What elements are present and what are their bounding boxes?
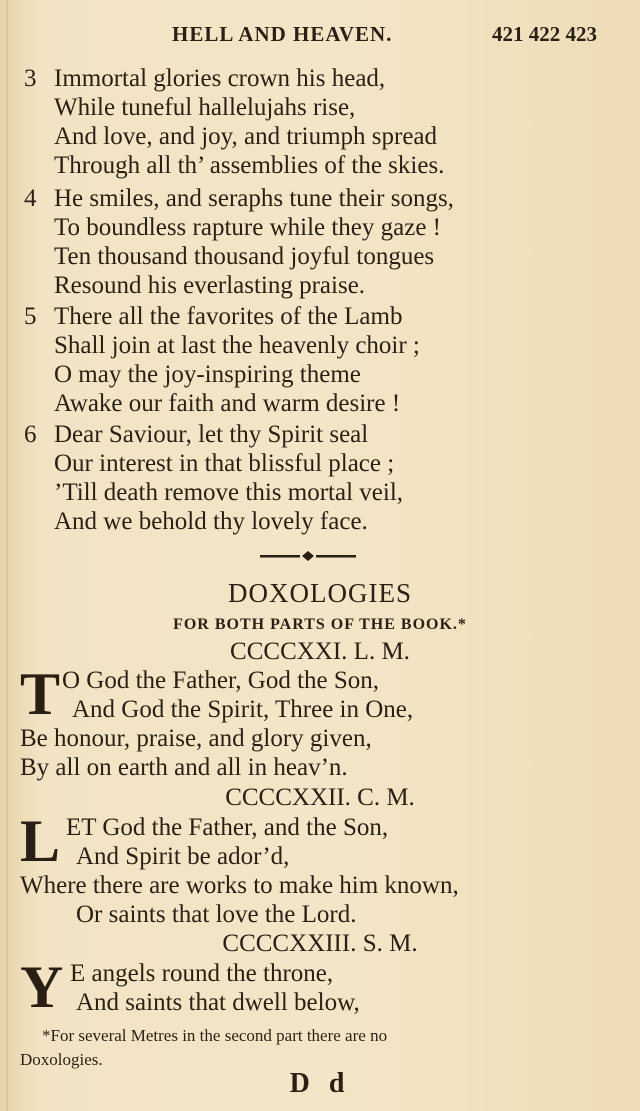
- header-page-numbers: 421 422 423: [492, 22, 597, 46]
- drop-cap: Y: [20, 954, 64, 1020]
- footnote-line: *For several Metres in the second part there are no: [42, 1026, 388, 1045]
- verse-line: And we behold thy lovely face.: [54, 508, 368, 535]
- verse-line: ’Till death remove this mortal veil,: [54, 479, 404, 506]
- doxology: [20, 661, 630, 782]
- doxology-heading: CCCCXXII. C. M.: [225, 784, 415, 811]
- verse-line: Dear Saviour, let thy Spirit seal: [54, 421, 369, 448]
- doxology-heading: CCCCXXIII. S. M.: [222, 930, 418, 957]
- verse-line: Our interest in that blissful place ;: [54, 450, 395, 477]
- footnote-line: Doxologies.: [20, 1050, 103, 1069]
- drop-cap: T: [20, 661, 61, 727]
- doxology-heading: CCCCXXI. L. M.: [230, 638, 410, 665]
- running-header: [172, 22, 597, 47]
- stanza-number: 3: [24, 65, 37, 92]
- verse-line: To boundless rapture while they gaze !: [54, 214, 442, 241]
- doxology: [20, 954, 630, 1020]
- verse-line: E angels round the throne,: [70, 960, 334, 987]
- stanza-number: 5: [24, 303, 37, 330]
- verse-line: While tuneful hallelujahs rise,: [54, 94, 356, 121]
- verse-line: Shall join at last the heavenly choir ;: [54, 332, 420, 359]
- verse-line: Be honour, praise, and glory given,: [20, 725, 372, 752]
- verse-line: Resound his everlasting praise.: [54, 272, 366, 299]
- verse-line: Ten thousand thousand joyful tongues: [54, 243, 435, 270]
- verse-line: Or saints that love the Lord.: [76, 901, 357, 928]
- verse-line: And love, and joy, and triumph spread: [54, 123, 438, 150]
- verse-line: There all the favorites of the Lamb: [54, 303, 403, 330]
- verse-line: And saints that dwell below,: [76, 989, 360, 1016]
- verse-line: O God the Father, God the Son,: [62, 667, 380, 694]
- stanza: [24, 420, 624, 536]
- stanza-number: 4: [24, 185, 37, 212]
- verse-line: Immortal glories crown his head,: [54, 65, 386, 92]
- verse-line: Where there are works to make him known,: [20, 872, 459, 899]
- section-title: DOXOLOGIES: [228, 578, 412, 608]
- footnote: [20, 1024, 620, 1072]
- verse-line: And God the Spirit, Three in One,: [72, 696, 414, 723]
- ornament-divider: [260, 550, 356, 562]
- header-title: HELL AND HEAVEN.: [172, 22, 393, 46]
- stanza: [24, 302, 624, 418]
- stanza: [24, 64, 624, 180]
- stanza-number: 6: [24, 421, 37, 448]
- verse-line: O may the joy-inspiring theme: [54, 361, 361, 388]
- verse-line: ET God the Father, and the Son,: [66, 814, 389, 841]
- verse-line: By all on earth and all in heav’n.: [20, 754, 348, 781]
- section-subtitle: FOR BOTH PARTS OF THE BOOK.*: [173, 616, 467, 633]
- signature-mark: D d: [289, 1068, 351, 1099]
- verse-line: And Spirit be ador’d,: [76, 843, 290, 870]
- verse-line: Awake our faith and warm desire !: [54, 390, 401, 417]
- verse-line: He smiles, and seraphs tune their songs,: [54, 185, 454, 212]
- doxology: [20, 808, 630, 929]
- stanza: [24, 184, 624, 300]
- drop-cap: L: [20, 808, 61, 874]
- verse-line: Through all th’ assemblies of the skies.: [54, 152, 445, 179]
